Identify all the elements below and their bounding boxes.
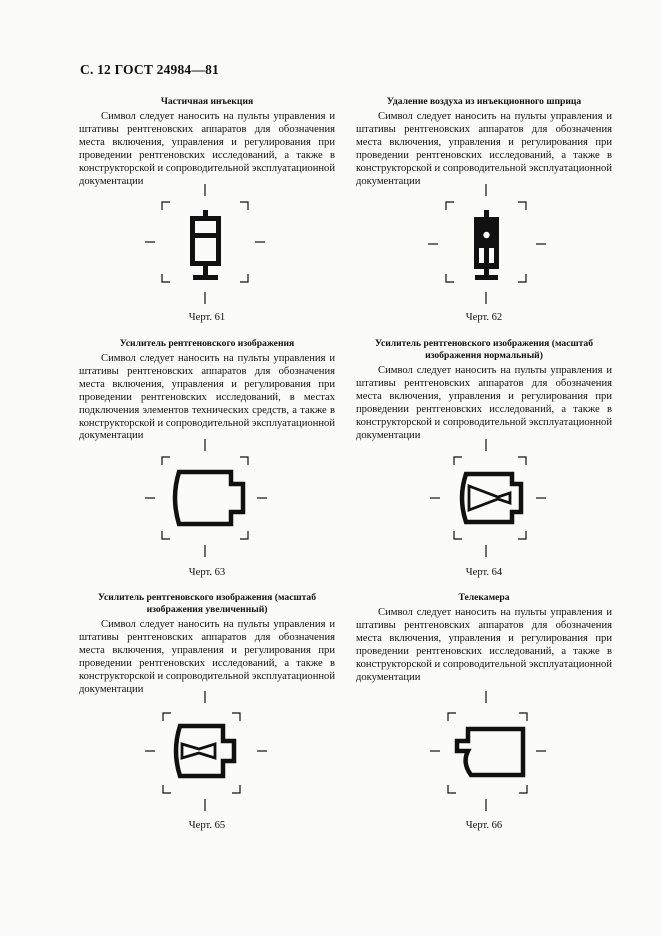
section-tv-camera (356, 592, 612, 684)
section-body: Символ следует наносить на пульты управления и штативы рентгеновских аппаратов для обозначения места включения, управления и регулирования при проведении рентгеновских исследований, а также в конструкторской и сопроводительной эксплуатационной документации (356, 365, 612, 441)
section-image-intensifier (79, 338, 335, 443)
figure-caption: Черт. 61 (188, 312, 226, 323)
section-title: Усилитель рентгеновского изображения (масштаб изображения увеличенный) (97, 592, 317, 615)
section-title: Телекамера (458, 592, 510, 603)
section-body: Символ следует наносить на пульты управления и штативы рентгеновских аппаратов для обозначения места включения, управления и регулирования при проведении рентгеновских исследований, а также в конструкторской и сопроводительной эксплуатационной документации (356, 607, 612, 683)
section-title: Усилитель рентгеновского изображения (119, 338, 295, 349)
figure-caption: Черт. 62 (465, 312, 503, 323)
section-partial-injection (79, 96, 335, 188)
section-body: Символ следует наносить на пульты управления и штативы рентгеновских аппаратов для обозначения места включения, управления и регулирования при проведении рентгеновских исследований, а также в конструкторской и сопроводительной эксплуатационной документации (79, 111, 335, 187)
figure-66 (356, 689, 612, 813)
section-title: Усилитель рентгеновского изображения (масштаб изображения нормальный) (374, 338, 594, 361)
section-body: Символ следует наносить на пульты управления и штативы рентгеновских аппаратов для обозначения места включения, управления и регулирования при проведении рентгеновских исследований, в местах подключения элементов технических средств, а также в конструкторской и сопроводительной эксплуатационной документации (79, 353, 335, 442)
figure-caption: Черт. 66 (465, 820, 503, 831)
figure-61 (79, 182, 335, 308)
figure-63 (79, 437, 335, 559)
partial-injection-symbol (79, 182, 335, 308)
figure-caption: Черт. 64 (465, 567, 503, 578)
syringe-air-removal-symbol (356, 182, 612, 308)
figure-65 (79, 689, 335, 813)
figure-64 (356, 437, 612, 559)
xray-image-intensifier-symbol (79, 437, 335, 559)
figure-caption: Черт. 65 (188, 820, 226, 831)
page-header: С. 12 ГОСТ 24984—81 (80, 62, 219, 77)
section-body: Символ следует наносить на пульты управления и штативы рентгеновских аппаратов для обозначения места включения, управления и регулирования при проведении рентгеновских исследований, а также в конструкторской и сопроводительной эксплуатационной документации (79, 619, 335, 695)
section-intensifier-enlarged-scale (79, 592, 335, 696)
figure-62 (356, 182, 612, 308)
figure-caption: Черт. 63 (188, 567, 226, 578)
tv-camera-symbol (356, 689, 612, 813)
section-title: Удаление воздуха из инъекционного шприца (386, 96, 582, 107)
intensifier-enlarged-scale-symbol (79, 689, 335, 813)
section-syringe-air-removal (356, 96, 612, 188)
section-body: Символ следует наносить на пульты управления и штативы рентгеновских аппаратов для обозначения места включения, управления и регулирования при проведении рентгеновских исследований, а также в конструкторской и сопроводительной эксплуатационной документации (356, 111, 612, 187)
section-title: Частичная инъекция (160, 96, 254, 107)
intensifier-normal-scale-symbol (356, 437, 612, 559)
section-intensifier-normal-scale (356, 338, 612, 442)
